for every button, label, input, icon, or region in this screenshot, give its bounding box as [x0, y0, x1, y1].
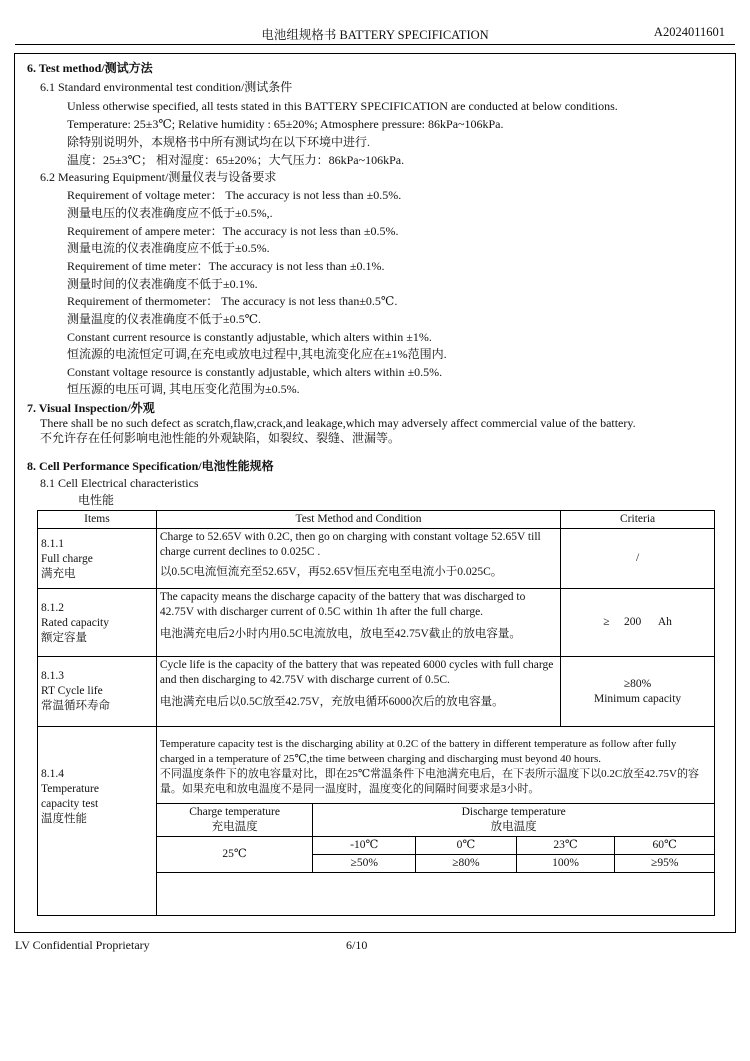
criteria-cell: /	[561, 529, 715, 589]
discharge-temp-title: Discharge temperature	[461, 806, 566, 818]
item-name-cn: 满充电	[41, 568, 76, 580]
header-criteria: Criteria	[561, 511, 715, 529]
criteria-note: Minimum capacity	[593, 692, 682, 705]
item-name: Temperature	[41, 783, 99, 795]
discharge-temp: 23℃	[516, 837, 615, 855]
item-name-cn: 温度性能	[41, 813, 87, 825]
capacity-ratio: ≥80%	[416, 855, 516, 873]
section-6-1-title: 6.1 Standard environmental test condition/测试条件	[40, 80, 293, 94]
discharge-temp-header	[313, 804, 714, 837]
criteria-cell	[561, 657, 715, 727]
charge-temp-header	[157, 804, 313, 837]
section-8-1-title: 8.1 Cell Electrical characteristics	[40, 476, 199, 490]
footer-confidential: LV Confidential Proprietary	[15, 938, 150, 952]
discharge-temp: 60℃	[615, 837, 714, 855]
item-name: Rated capacity	[41, 617, 110, 629]
item-cell	[38, 529, 157, 589]
discharge-temp: -10℃	[313, 837, 416, 855]
section-6-2-line: Requirement of voltage meter： The accuracy is not less than ±0.5%.	[67, 188, 402, 202]
item-number: 8.1.2	[41, 602, 64, 614]
section-6-2-line: 测量温度的仪表准确度不低于±0.5℃.	[67, 312, 262, 326]
section-6-1-line: Temperature: 25±3℃; Relative humidity : 65±20%; Atmosphere pressure: 86kPa~106kPa.	[67, 117, 504, 131]
criteria-cell: ≥ 200 Ah	[561, 589, 715, 657]
criteria-value: ≥80%	[623, 677, 652, 690]
section-6-heading: 6. Test method/测试方法	[27, 61, 153, 75]
discharge-temp-title-cn: 放电温度	[490, 821, 537, 833]
method-cell	[156, 529, 560, 589]
method-en: Cycle life is the capacity of the battery that was repeated 6000 cycles with full charge and then discharging to 42.75V with discharge current of 0.5C.	[159, 659, 554, 686]
method-cn: 以0.5C电流恒流充至52.65V，再52.65V恒压充电至电流小于0.025C。	[159, 566, 503, 578]
section-6-2-line: Constant current resource is constantly adjustable, which alters within ±1%.	[67, 330, 432, 344]
header-method: Test Method and Condition	[156, 511, 560, 529]
item-cell	[38, 727, 157, 916]
subtable-header-row	[157, 804, 714, 837]
section-6-1-line: 温度：25±3℃； 相对湿度：65±20%；大气压力：86kPa~106kPa.	[67, 153, 405, 167]
temperature-subtable	[157, 803, 714, 873]
section-6-2-line: Requirement of thermometer： The accuracy is not less than±0.5℃.	[67, 294, 398, 308]
item-cell	[38, 657, 157, 727]
method-en: The capacity means the discharge capacity of the battery that was discharged to 42.75V with discharger current of 0.5C within 1h after the full charge.	[159, 591, 526, 618]
method-cn: 电池满充电后以0.5C放至42.75V，充放电循环6000次后的放电容量。	[159, 696, 504, 708]
section-8-1-subtitle: 电性能	[78, 493, 115, 507]
item-name: RT Cycle life	[41, 685, 103, 697]
capacity-ratio: 100%	[516, 855, 615, 873]
method-cell	[156, 589, 560, 657]
method-cell	[156, 657, 560, 727]
method-cell-wide	[156, 727, 714, 916]
document-code: A2024011601	[653, 25, 725, 39]
header-title: 电池组规格书 BATTERY SPECIFICATION	[261, 28, 489, 42]
charge-temp-title: Charge temperature	[189, 806, 280, 818]
section-6-2-line: 测量电流的仪表准确度应不低于±0.5%.	[67, 241, 270, 255]
table-row	[38, 529, 715, 589]
section-6-2-line: 测量时间的仪表准确度不低于±0.1%.	[67, 277, 258, 291]
item-name-cn: 常温循环寿命	[41, 700, 110, 712]
item-cell	[38, 589, 157, 657]
table-header-row	[38, 511, 715, 529]
section-6-2-title: 6.2 Measuring Equipment/测量仪表与设备要求	[40, 170, 277, 184]
header-divider	[15, 44, 735, 45]
capacity-ratio: ≥50%	[313, 855, 416, 873]
footer-page-number: 6/10	[346, 938, 368, 952]
section-6-1-line: 除特别说明外，本规格书中所有测试均在以下环境中进行.	[67, 135, 371, 149]
section-6-2-line: Requirement of time meter：The accuracy is not less than ±0.1%.	[67, 259, 385, 273]
table-row	[38, 657, 715, 727]
table-row	[38, 727, 715, 916]
method-cn: 电池满充电后2小时内用0.5C电流放电，放电至42.75V截止的放电容量。	[159, 628, 521, 640]
charge-temp-value: 25℃	[157, 837, 313, 873]
charge-temp-title-cn: 充电温度	[211, 821, 258, 833]
item-number: 8.1.4	[41, 768, 64, 780]
item-name-cn: 额定容量	[41, 632, 87, 644]
section-8-heading: 8. Cell Performance Specification/电池性能规格	[27, 459, 274, 473]
item-number: 8.1.3	[41, 670, 64, 682]
item-number: 8.1.1	[41, 538, 64, 550]
section-7-heading: 7. Visual Inspection/外观	[27, 401, 155, 415]
section-6-2-line: 测量电压的仪表准确度应不低于±0.5%,.	[67, 206, 273, 220]
method-cn: 不同温度条件下的放电容量对比，即在25℃常温条件下电池满充电后，在下表所示温度下以0.2C放至42.75V的容量。如果充电和放电温度不是同一温度时，温度变化的间隔时间要求是3小时。	[159, 768, 699, 795]
method-en: Charge to 52.65V with 0.2C, then go on charging with constant voltage 52.65V till charge current declines to 0.025C .	[159, 531, 541, 558]
section-6-1-line: Unless otherwise specified, all tests stated in this BATTERY SPECIFICATION are conducted at below conditions.	[67, 99, 618, 113]
section-6-2-line: 恒流源的电流恒定可调,在充电或放电过程中,其电流变化应在±1%范围内.	[67, 347, 447, 361]
section-6-2-line: 恒压源的电压可调, 其电压变化范围为±0.5%.	[67, 382, 300, 396]
section-6-2-line: Constant voltage resource is constantly adjustable, which alters within ±0.5%.	[67, 365, 443, 379]
method-en: Temperature capacity test is the discharging ability at 0.2C of the battery in different temperature as follow after fully charged in a temperature of 25℃,the time between charging and discharging must beyond 40 hours.	[159, 738, 677, 765]
item-name: capacity test	[41, 798, 99, 810]
section-6-2-line: Requirement of ampere meter：The accuracy is not less than ±0.5%.	[67, 224, 399, 238]
subtable-temp-row	[157, 837, 714, 855]
table-row	[38, 589, 715, 657]
discharge-temp: 0℃	[416, 837, 516, 855]
item-name: Full charge	[41, 553, 93, 565]
cell-electrical-table	[37, 510, 715, 916]
header-items: Items	[38, 511, 157, 529]
section-7-line: There shall be no such defect as scratch,flaw,crack,and leakage,which may adversely affect commercial value of the battery.	[40, 416, 636, 430]
section-7-line: 不允许存在任何影响电池性能的外观缺陷，如裂纹、裂缝、泄漏等。	[40, 431, 401, 445]
capacity-ratio: ≥95%	[615, 855, 714, 873]
